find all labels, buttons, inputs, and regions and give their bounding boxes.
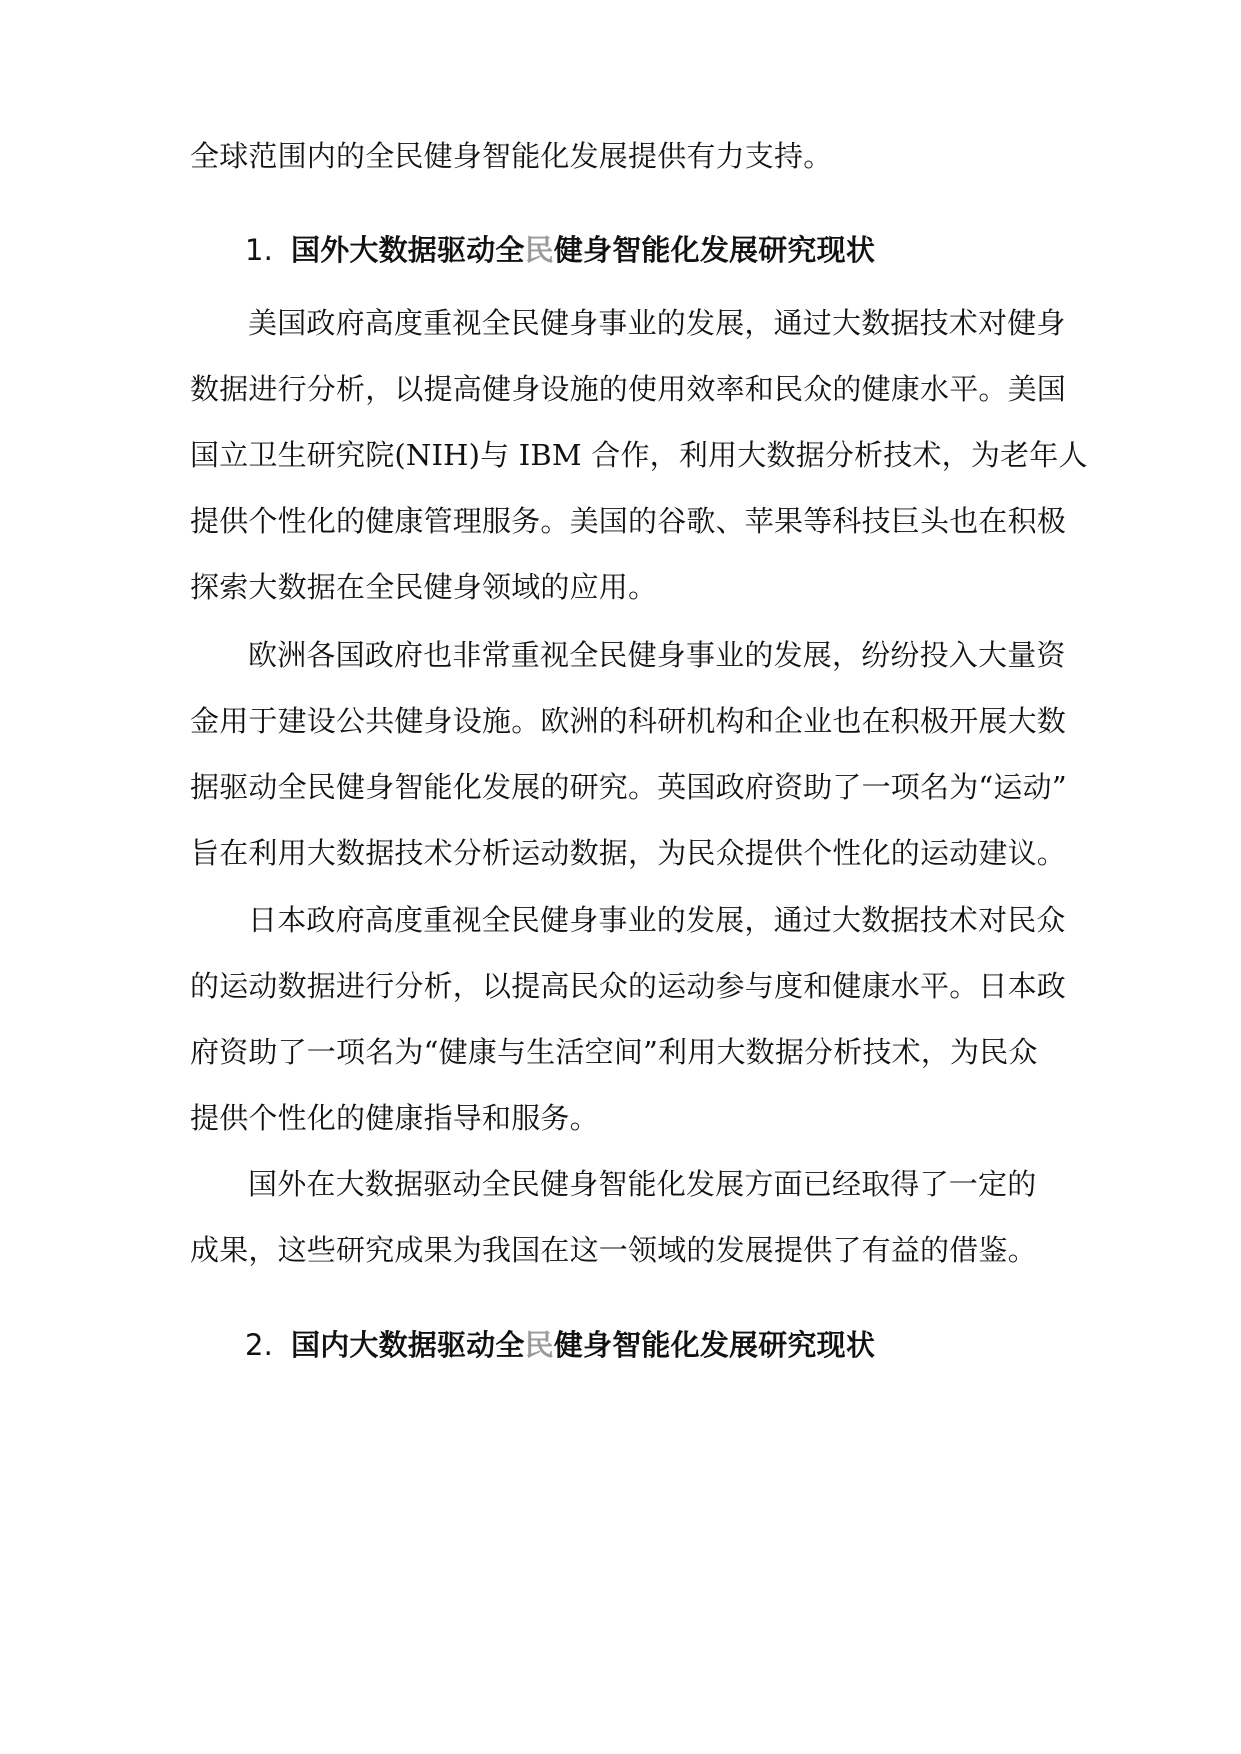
intro-line: 全球范围内的全民健身智能化发展提供有力支持。: [190, 139, 833, 173]
section-2-number: 2.: [245, 1328, 274, 1362]
section-1-title-part1: 国外大数据驱动全: [291, 233, 525, 267]
paragraph-3-line-2: 的运动数据进行分析，以提高民众的运动参与度和健康水平。日本政: [190, 969, 1067, 1003]
paragraph-1-line-4: 提供个性化的健康管理服务。美国的谷歌、苹果等科技巨头也在积极: [190, 504, 1067, 538]
paragraph-1-line-3: 国立卫生研究院(NIH)与 IBM 合作，利用大数据分析技术，为老年人: [190, 438, 1088, 472]
section-1-heading: [245, 230, 1045, 270]
paragraph-2-line-2: 金用于建设公共健身设施。欧洲的科研机构和企业也在积极开展大数: [190, 704, 1067, 738]
section-2-title-part1: 国内大数据驱动全: [291, 1328, 525, 1362]
paragraph-2-line-4: 旨在利用大数据技术分析运动数据，为民众提供个性化的运动建议。: [190, 836, 1067, 870]
section-1-number: 1.: [245, 233, 274, 267]
paragraph-3-line-3: 府资助了一项名为“健康与生活空间”利用大数据分析技术，为民众: [190, 1035, 1038, 1069]
paragraph-1-line-5: 探索大数据在全民健身领域的应用。: [190, 570, 658, 604]
paragraph-4-line-2: 成果，这些研究成果为我国在这一领域的发展提供了有益的借鉴。: [190, 1233, 1037, 1267]
paragraph-1-line-2: 数据进行分析，以提高健身设施的使用效率和民众的健康水平。美国: [190, 372, 1067, 406]
paragraph-4-line-1: 国外在大数据驱动全民健身智能化发展方面已经取得了一定的: [248, 1167, 1037, 1201]
paragraph-2-line-1: 欧洲各国政府也非常重视全民健身事业的发展，纷纷投入大量资: [248, 638, 1066, 672]
section-2-title-part2: 健身智能化发展研究现状: [553, 1328, 876, 1362]
paragraph-3-line-4: 提供个性化的健康指导和服务。: [190, 1101, 599, 1135]
paragraph-2-line-3: 据驱动全民健身智能化发展的研究。英国政府资助了一项名为“运动”: [190, 770, 1067, 804]
section-2-heading: [245, 1325, 1045, 1365]
section-2-title-gray-char: 民: [524, 1328, 554, 1362]
paragraph-1-line-1: 美国政府高度重视全民健身事业的发展，通过大数据技术对健身: [248, 306, 1066, 340]
section-1-title-gray-char: 民: [524, 233, 554, 267]
paragraph-3-line-1: 日本政府高度重视全民健身事业的发展，通过大数据技术对民众: [248, 903, 1066, 937]
section-1-title-part2: 健身智能化发展研究现状: [553, 233, 876, 267]
